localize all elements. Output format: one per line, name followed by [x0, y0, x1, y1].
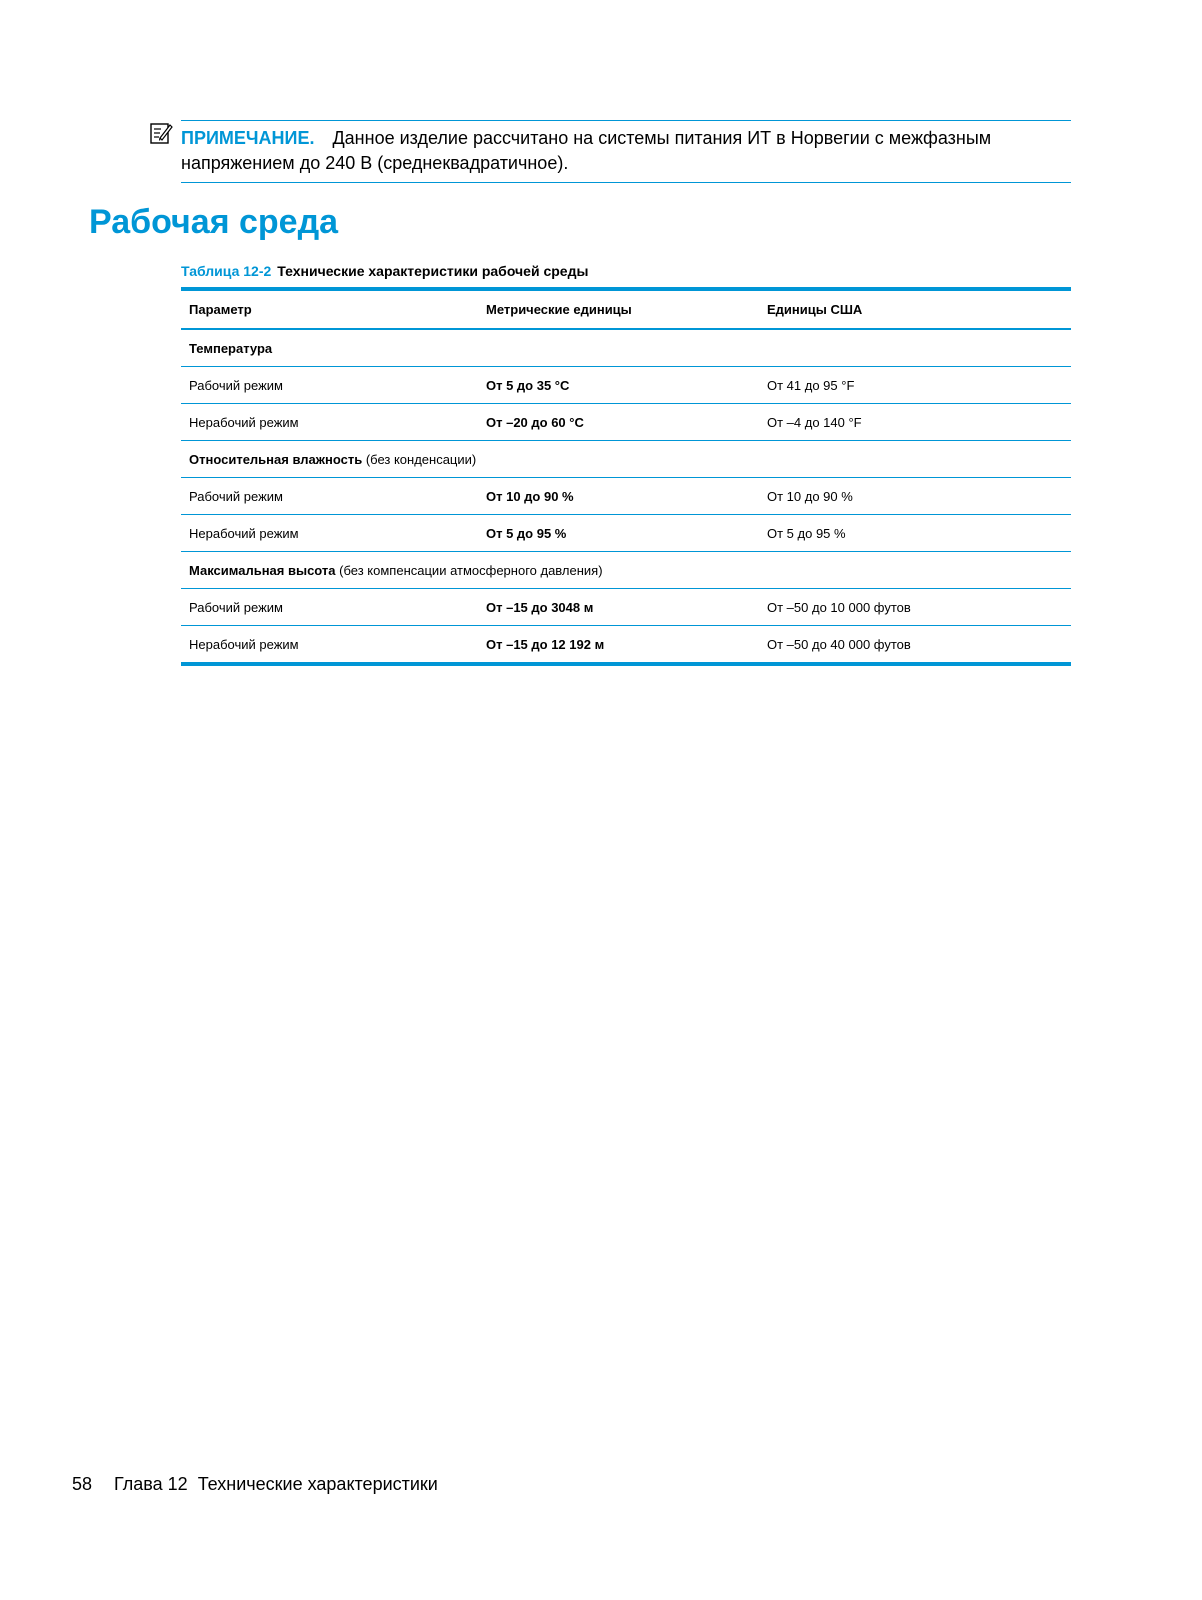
spec-table: [181, 287, 1071, 666]
table-row: [181, 515, 1071, 552]
row-us: От –50 до 10 000 футов: [759, 589, 1071, 626]
table-caption-title: Технические характеристики рабочей среды: [277, 263, 589, 279]
page-number: 58: [72, 1474, 93, 1494]
row-parameter: Рабочий режим: [181, 589, 478, 626]
group-title: Температура: [189, 340, 273, 356]
group-title-cell: [181, 329, 1071, 367]
group-subtitle: (без компенсации атмосферного давления): [339, 562, 603, 578]
note-box: [181, 120, 1071, 183]
row-us: От –4 до 140 °F: [759, 404, 1071, 441]
page-footer: [72, 1472, 438, 1496]
chapter-title: Технические характеристики: [197, 1474, 438, 1494]
header-parameter: Параметр: [181, 289, 478, 329]
row-parameter: Нерабочий режим: [181, 404, 478, 441]
header-metric: Метрические единицы: [478, 289, 759, 329]
row-metric: От 10 до 90 %: [478, 478, 759, 515]
group-title-cell: [181, 552, 1071, 589]
row-metric: От 5 до 35 °C: [478, 367, 759, 404]
table-row: [181, 367, 1071, 404]
table-caption: [181, 261, 588, 281]
table-row: [181, 626, 1071, 665]
table-row: [181, 478, 1071, 515]
row-us: От 5 до 95 %: [759, 515, 1071, 552]
row-metric: От –15 до 12 192 м: [486, 636, 605, 652]
row-metric: От –15 до 3048 м: [478, 589, 759, 626]
group-title-cell: [181, 441, 1071, 478]
group-row-temperature: [181, 329, 1071, 367]
group-row-humidity: [181, 441, 1071, 478]
group-title: Относительная влажность: [189, 451, 363, 467]
row-parameter: Нерабочий режим: [189, 636, 299, 652]
table-row: [181, 589, 1071, 626]
table-header-row: [181, 289, 1071, 329]
table-row: [181, 404, 1071, 441]
group-row-altitude: [181, 552, 1071, 589]
group-subtitle: (без конденсации): [365, 451, 477, 467]
note-icon: [149, 121, 173, 145]
row-us: От –50 до 40 000 футов: [767, 636, 911, 652]
row-parameter: Нерабочий режим: [181, 515, 478, 552]
note-text-line1: Данное изделие рассчитано на системы питания ИТ в Норвегии с межфазным: [332, 128, 992, 148]
group-title: Максимальная высота: [189, 562, 336, 578]
chapter-label: Глава 12: [114, 1474, 188, 1494]
row-us: От 41 до 95 °F: [759, 367, 1071, 404]
note-text-line2: напряжением до 240 В (среднеквадратичное).: [181, 153, 569, 173]
row-metric: От 5 до 95 %: [478, 515, 759, 552]
row-us: От 10 до 90 %: [759, 478, 1071, 515]
table-caption-number: Таблица 12-2: [181, 263, 272, 279]
row-metric: От –20 до 60 °C: [478, 404, 759, 441]
row-parameter: Рабочий режим: [181, 367, 478, 404]
header-us: Единицы США: [759, 289, 1071, 329]
row-parameter: Рабочий режим: [181, 478, 478, 515]
note-label: ПРИМЕЧАНИЕ.: [181, 128, 315, 148]
section-title: Рабочая среда: [89, 203, 339, 241]
